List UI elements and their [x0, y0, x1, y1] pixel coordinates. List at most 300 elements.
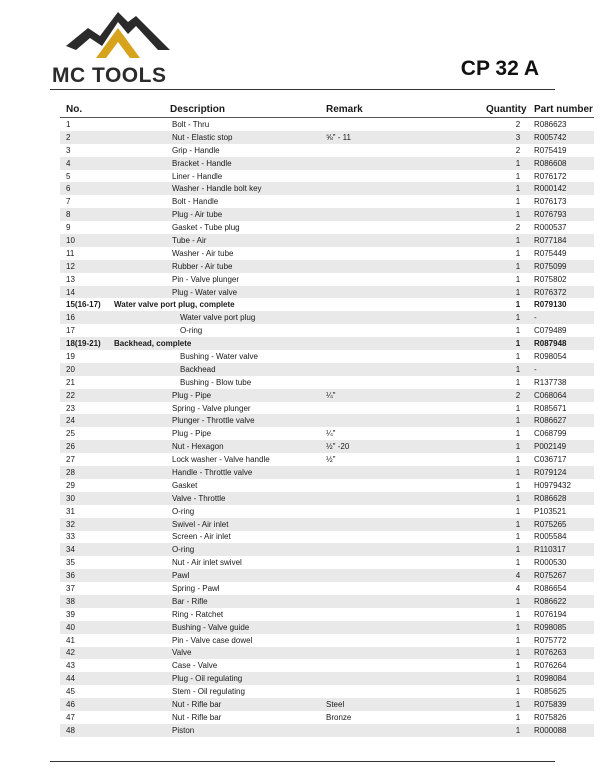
cell-no: 21 — [66, 377, 75, 387]
cell-remark — [326, 234, 486, 247]
cell-remark — [326, 621, 486, 634]
cell-description: Lock washer - Valve handle — [172, 455, 270, 465]
cell-quantity: 1 — [486, 621, 534, 634]
cell-quantity: 4 — [486, 569, 534, 582]
table-row — [60, 402, 594, 415]
cell-description: Nut - Hexagon — [114, 440, 326, 453]
mountain-logo-icon — [66, 6, 170, 64]
cell-quantity: 1 — [486, 260, 534, 273]
cell-part-number: R086622 — [534, 595, 594, 608]
cell-quantity: 1 — [486, 234, 534, 247]
cell-no: 37 — [66, 584, 75, 593]
cell-part-number: R137738 — [534, 377, 567, 387]
table-row — [60, 595, 594, 608]
cell-remark — [326, 659, 486, 672]
cell-description: Case - Valve — [172, 661, 218, 671]
cell-part-number: R075267 — [534, 569, 594, 582]
table-row — [60, 337, 594, 350]
cell-remark — [326, 608, 486, 621]
cell-no: 46 — [60, 698, 114, 711]
cell-quantity: 1 — [486, 157, 534, 170]
cell-remark — [326, 479, 486, 492]
cell-no: 3 — [66, 145, 71, 155]
cell-description: Handle - Throttle valve — [114, 466, 326, 479]
cell-no: 20 — [60, 363, 114, 376]
cell-no: 13 — [66, 274, 75, 284]
cell-remark — [326, 221, 486, 234]
cell-remark — [326, 337, 486, 350]
cell-part-number: R005742 — [534, 131, 594, 144]
cell-remark — [326, 170, 486, 183]
cell-no: 29 — [66, 480, 75, 490]
table-row — [60, 414, 594, 427]
cell-quantity: 1 — [515, 532, 521, 542]
table-row — [60, 221, 594, 234]
cell-description: O-ring — [180, 326, 203, 336]
table-row — [60, 286, 594, 299]
cell-quantity: 1 — [486, 518, 534, 531]
table-row — [60, 131, 594, 144]
cell-description: Bracket - Handle — [114, 157, 326, 170]
cell-part-number: R076263 — [534, 647, 594, 660]
col-header-description: Description — [114, 101, 326, 118]
cell-part-number: R086627 — [534, 414, 594, 427]
cell-no: 8 — [60, 208, 114, 221]
cell-part-number: R000530 — [534, 558, 567, 568]
cell-no: 1 — [66, 119, 71, 129]
cell-no: 39 — [66, 609, 75, 619]
cell-part-number: R110317 — [534, 543, 594, 556]
cell-part-number: R075419 — [534, 145, 567, 155]
cell-no: 34 — [60, 543, 114, 556]
cell-quantity: 1 — [486, 724, 534, 737]
cell-quantity: 3 — [486, 131, 534, 144]
cell-no: 14 — [60, 286, 114, 299]
cell-description: Washer - Air tube — [172, 248, 234, 258]
cell-no: 7 — [66, 197, 71, 207]
cell-no: 16 — [60, 311, 114, 324]
col-header-no: No. — [60, 101, 114, 118]
table-row — [60, 170, 594, 183]
cell-no: 6 — [60, 182, 114, 195]
cell-no: 31 — [66, 506, 75, 516]
cell-part-number: R087948 — [534, 337, 594, 350]
table-row — [60, 453, 594, 466]
cell-quantity: 1 — [515, 351, 521, 361]
cell-part-number: R085671 — [534, 403, 567, 413]
table-row — [60, 208, 594, 221]
table-row — [60, 324, 594, 337]
cell-no: 9 — [66, 223, 71, 233]
cell-no: 28 — [60, 466, 114, 479]
cell-quantity: 1 — [515, 429, 521, 439]
cell-description: Ring - Ratchet — [172, 609, 224, 619]
cell-no: 47 — [66, 712, 75, 722]
cell-quantity: 1 — [515, 635, 521, 645]
col-header-remark: Remark — [326, 101, 486, 118]
table-header-row — [60, 101, 594, 118]
footer-divider — [50, 761, 555, 762]
cell-part-number: - — [534, 311, 594, 324]
cell-part-number: C068064 — [534, 389, 594, 402]
cell-part-number: R086608 — [534, 157, 594, 170]
cell-remark — [326, 414, 486, 427]
cell-no: 27 — [66, 455, 75, 465]
cell-remark — [326, 531, 486, 544]
cell-description: Plug - Water valve — [114, 286, 326, 299]
cell-part-number: R079130 — [534, 300, 567, 310]
cell-description: Screen - Air inlet — [172, 532, 231, 542]
cell-part-number: R085625 — [534, 687, 567, 697]
cell-part-number: R075802 — [534, 274, 567, 284]
cell-description: Plug - Pipe — [114, 389, 326, 402]
cell-quantity: 1 — [486, 311, 534, 324]
cell-part-number: R075265 — [534, 518, 594, 531]
cell-quantity: 1 — [515, 403, 521, 413]
cell-part-number: R076173 — [534, 197, 567, 207]
cell-description: Pin - Valve plunger — [172, 274, 239, 284]
cell-description: Bolt - Thru — [172, 119, 210, 129]
cell-remark — [326, 569, 486, 582]
cell-quantity: 1 — [515, 609, 521, 619]
cell-part-number: R076793 — [534, 208, 594, 221]
cell-no: 43 — [66, 661, 75, 671]
cell-quantity: 1 — [486, 595, 534, 608]
cell-description: Water valve port plug, complete — [114, 300, 235, 310]
cell-description: Gasket - Tube plug — [172, 223, 240, 233]
cell-quantity: 2 — [515, 119, 521, 129]
cell-remark — [326, 260, 486, 273]
table-row — [60, 440, 594, 453]
cell-no: 26 — [60, 440, 114, 453]
cell-part-number: R005584 — [534, 532, 567, 542]
cell-part-number: R000537 — [534, 223, 567, 233]
cell-no: 36 — [60, 569, 114, 582]
cell-remark — [326, 634, 486, 647]
cell-description: Plug - Pipe — [172, 429, 212, 439]
table-row — [60, 427, 594, 440]
cell-part-number: R086628 — [534, 492, 594, 505]
cell-remark — [326, 595, 486, 608]
cell-no: 42 — [60, 647, 114, 660]
cell-remark — [326, 286, 486, 299]
cell-description: Pawl — [114, 569, 326, 582]
cell-remark: ½" — [326, 455, 336, 465]
cell-remark — [326, 685, 486, 698]
cell-no: 38 — [60, 595, 114, 608]
cell-part-number: R077184 — [534, 234, 594, 247]
cell-description: O-ring — [114, 543, 326, 556]
cell-remark — [326, 298, 486, 311]
cell-remark: ¼" — [326, 389, 486, 402]
cell-part-number: R079124 — [534, 466, 594, 479]
table-row — [60, 621, 594, 634]
cell-no: 44 — [60, 672, 114, 685]
cell-quantity: 1 — [515, 506, 521, 516]
cell-quantity: 1 — [486, 440, 534, 453]
cell-remark — [326, 582, 486, 595]
cell-remark — [326, 724, 486, 737]
cell-description: Water valve port plug — [114, 311, 326, 324]
cell-description: Stem - Oil regulating — [172, 687, 245, 697]
cell-description: Swivel - Air inlet — [114, 518, 326, 531]
cell-quantity: 2 — [515, 145, 521, 155]
table-row — [60, 389, 594, 402]
cell-no: 5 — [66, 171, 71, 181]
cell-part-number: R098084 — [534, 672, 594, 685]
cell-description: Spring - Pawl — [172, 584, 220, 593]
cell-remark — [326, 376, 486, 389]
cell-quantity: 1 — [515, 248, 521, 258]
cell-description: Liner - Handle — [172, 171, 223, 181]
table-row — [60, 724, 594, 737]
cell-quantity: 1 — [486, 543, 534, 556]
table-row — [60, 157, 594, 170]
cell-no: 25 — [66, 429, 75, 439]
table-row — [60, 182, 594, 195]
cell-no: 30 — [60, 492, 114, 505]
cell-description: O-ring — [172, 506, 195, 516]
cell-part-number: H0979432 — [534, 480, 571, 490]
cell-remark — [326, 672, 486, 685]
cell-description: Valve — [114, 647, 326, 660]
cell-quantity: 1 — [486, 208, 534, 221]
cell-description: Piston — [114, 724, 326, 737]
table-row — [60, 608, 594, 621]
cell-description: Nut - Air inlet swivel — [172, 558, 242, 568]
cell-remark — [326, 505, 486, 518]
brand-logo — [52, 6, 182, 88]
table-row — [60, 672, 594, 685]
table-row — [60, 195, 594, 208]
cell-part-number: R076172 — [534, 171, 567, 181]
cell-part-number: R086654 — [534, 584, 567, 593]
cell-no: 10 — [60, 234, 114, 247]
cell-remark — [326, 324, 486, 337]
cell-no: 35 — [66, 558, 75, 568]
cell-remark — [326, 273, 486, 286]
cell-quantity: 1 — [486, 698, 534, 711]
cell-description: Bar - Rifle — [114, 595, 326, 608]
table-row — [60, 492, 594, 505]
cell-remark — [326, 543, 486, 556]
cell-quantity: 1 — [486, 647, 534, 660]
cell-remark: Bronze — [326, 712, 352, 722]
table-row — [60, 505, 594, 518]
table-row — [60, 118, 594, 131]
cell-quantity: 1 — [515, 197, 521, 207]
cell-remark — [326, 208, 486, 221]
cell-no: 22 — [60, 389, 114, 402]
table-row — [60, 376, 594, 389]
cell-description: Spring - Valve plunger — [172, 403, 251, 413]
cell-description: Bushing - Blow tube — [180, 377, 252, 387]
cell-part-number: R075839 — [534, 698, 594, 711]
table-row — [60, 659, 594, 672]
cell-description: Bushing - Water valve — [180, 351, 258, 361]
cell-remark — [326, 247, 486, 260]
cell-remark — [326, 144, 486, 157]
cell-description: Valve - Throttle — [114, 492, 326, 505]
table-row — [60, 531, 594, 544]
table-row — [60, 479, 594, 492]
cell-description: Grip - Handle — [172, 145, 220, 155]
cell-quantity: 1 — [486, 182, 534, 195]
cell-part-number: R075099 — [534, 260, 594, 273]
table-row — [60, 234, 594, 247]
cell-no: 12 — [60, 260, 114, 273]
cell-no: 45 — [66, 687, 75, 697]
table-row — [60, 144, 594, 157]
cell-part-number: C036717 — [534, 455, 567, 465]
cell-quantity: 1 — [515, 274, 521, 284]
table-row — [60, 647, 594, 660]
cell-quantity: 4 — [515, 584, 521, 593]
cell-quantity: 1 — [486, 363, 534, 376]
cell-description: Tube - Air — [114, 234, 326, 247]
cell-part-number: R076264 — [534, 661, 567, 671]
cell-part-number: R075772 — [534, 635, 567, 645]
cell-quantity: 1 — [515, 171, 521, 181]
cell-remark: Steel — [326, 698, 486, 711]
cell-remark — [326, 195, 486, 208]
table-row — [60, 466, 594, 479]
table-row — [60, 363, 594, 376]
col-header-quantity: Quantity — [486, 101, 534, 118]
cell-no: 23 — [66, 403, 75, 413]
cell-no: 19 — [66, 351, 75, 361]
cell-remark — [326, 556, 486, 569]
cell-description: Plug - Air tube — [114, 208, 326, 221]
cell-remark — [326, 311, 486, 324]
cell-description: Plunger - Throttle valve — [114, 414, 326, 427]
cell-remark — [326, 466, 486, 479]
cell-part-number: R075449 — [534, 248, 567, 258]
cell-description: Backhead — [114, 363, 326, 376]
cell-part-number: C068799 — [534, 429, 567, 439]
cell-part-number: R000088 — [534, 724, 594, 737]
cell-no: 33 — [66, 532, 75, 542]
cell-description: Bushing - Valve guide — [114, 621, 326, 634]
cell-quantity: 1 — [486, 286, 534, 299]
cell-remark — [326, 518, 486, 531]
cell-quantity: 1 — [486, 492, 534, 505]
cell-quantity: 1 — [486, 337, 534, 350]
table-row — [60, 711, 594, 724]
cell-description: Nut - Elastic stop — [114, 131, 326, 144]
header-divider — [50, 89, 555, 90]
table-row — [60, 260, 594, 273]
cell-part-number: R075826 — [534, 712, 567, 722]
cell-no: 18(19-21) — [60, 337, 114, 350]
cell-part-number: R076194 — [534, 609, 567, 619]
cell-description: Pin - Valve case dowel — [172, 635, 253, 645]
cell-quantity: 2 — [515, 223, 521, 233]
table-row — [60, 350, 594, 363]
table-row — [60, 634, 594, 647]
cell-part-number: R086623 — [534, 119, 567, 129]
cell-remark — [326, 157, 486, 170]
cell-part-number: - — [534, 363, 594, 376]
cell-part-number: R098085 — [534, 621, 594, 634]
cell-remark — [326, 350, 486, 363]
cell-quantity: 1 — [515, 712, 521, 722]
cell-description: Bolt - Handle — [172, 197, 219, 207]
cell-part-number: R000142 — [534, 182, 594, 195]
table-row — [60, 543, 594, 556]
cell-no: 41 — [66, 635, 75, 645]
table-row — [60, 273, 594, 286]
cell-remark — [326, 402, 486, 415]
cell-no: 15(16-17) — [66, 300, 101, 310]
table-row — [60, 569, 594, 582]
cell-quantity: 1 — [486, 466, 534, 479]
cell-description: Nut - Rifle bar — [114, 698, 326, 711]
cell-quantity: 1 — [515, 455, 521, 465]
cell-quantity: 1 — [515, 377, 521, 387]
cell-no: 2 — [60, 131, 114, 144]
cell-quantity: 1 — [515, 558, 521, 568]
cell-part-number: P103521 — [534, 506, 567, 516]
cell-no: 24 — [60, 414, 114, 427]
cell-description: Washer - Handle bolt key — [114, 182, 326, 195]
model-title: CP 32 A — [460, 57, 539, 80]
cell-part-number: C079489 — [534, 326, 567, 336]
cell-quantity: 1 — [515, 480, 521, 490]
table-row — [60, 247, 594, 260]
parts-table — [60, 101, 594, 737]
cell-quantity: 1 — [515, 687, 521, 697]
brand-name: MC TOOLS — [52, 64, 167, 87]
cell-description: Plug - Oil regulating — [114, 672, 326, 685]
table-row — [60, 556, 594, 569]
cell-remark — [326, 647, 486, 660]
cell-remark — [326, 363, 486, 376]
col-header-part-number: Part number — [534, 101, 594, 118]
cell-quantity: 1 — [486, 672, 534, 685]
cell-remark: ¼" — [326, 429, 336, 439]
cell-remark: ⅝" - 11 — [326, 131, 486, 144]
cell-no: 32 — [60, 518, 114, 531]
cell-quantity: 1 — [515, 300, 521, 310]
table-row — [60, 298, 594, 311]
cell-no: 48 — [60, 724, 114, 737]
cell-quantity: 1 — [486, 414, 534, 427]
cell-remark — [326, 492, 486, 505]
cell-quantity: 1 — [515, 326, 521, 336]
cell-no: 40 — [60, 621, 114, 634]
cell-part-number: R076372 — [534, 286, 594, 299]
cell-description: Gasket — [172, 480, 198, 490]
cell-no: 11 — [66, 248, 75, 258]
cell-remark — [326, 118, 486, 131]
table-row — [60, 685, 594, 698]
cell-no: 4 — [60, 157, 114, 170]
cell-part-number: P002149 — [534, 440, 594, 453]
cell-description: Nut - Rifle bar — [172, 712, 222, 722]
cell-description: Rubber - Air tube — [114, 260, 326, 273]
table-row — [60, 582, 594, 595]
table-row — [60, 311, 594, 324]
cell-quantity: 2 — [486, 389, 534, 402]
table-row — [60, 518, 594, 531]
cell-remark: ½" -20 — [326, 440, 486, 453]
table-row — [60, 698, 594, 711]
cell-no: 17 — [66, 326, 75, 336]
cell-part-number: R098054 — [534, 351, 567, 361]
cell-description: Backhead, complete — [114, 337, 326, 350]
cell-remark — [326, 182, 486, 195]
